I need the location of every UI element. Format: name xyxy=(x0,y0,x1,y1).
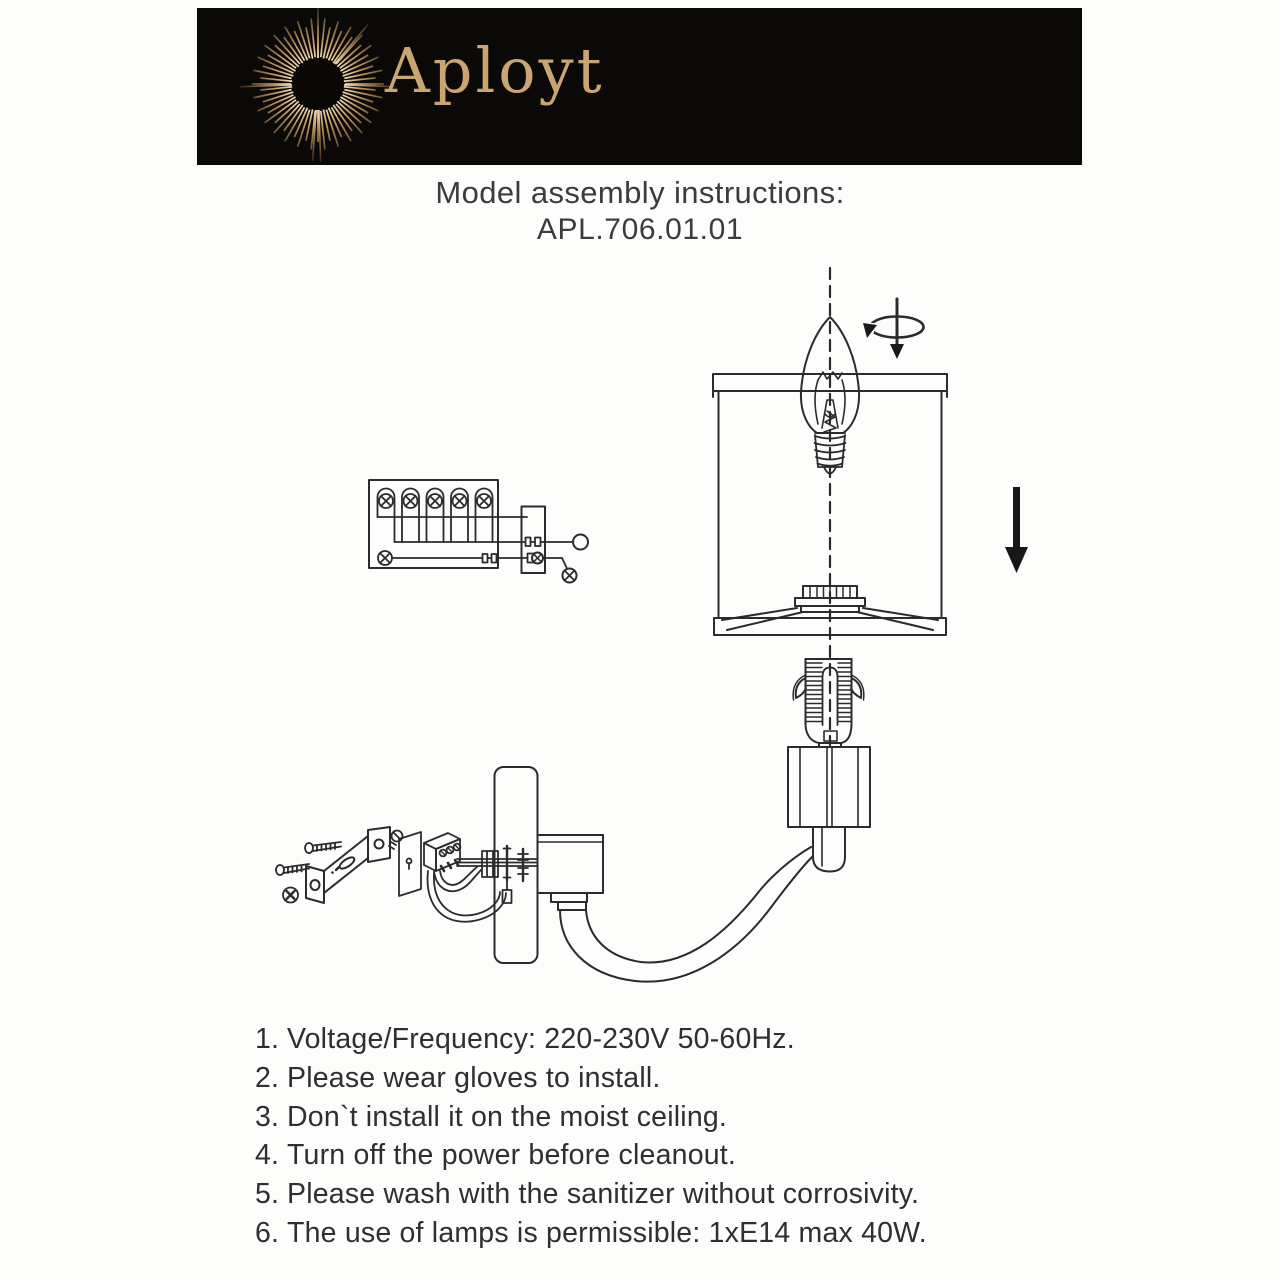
item-number: 4. xyxy=(255,1139,280,1172)
sconce-arm xyxy=(560,847,813,982)
list-item xyxy=(238,1175,1098,1214)
mounting-bracket xyxy=(306,827,390,903)
item-text: Please wash with the sanitizer without corrosivity. xyxy=(287,1178,920,1211)
list-item xyxy=(238,1214,1098,1253)
item-text: Voltage/Frequency: 220-230V 50-60Hz. xyxy=(287,1023,795,1055)
schematic-lamp-x-symbol xyxy=(563,569,577,583)
instructions-list xyxy=(238,1020,1098,1253)
model-code: APL.706.01.01 xyxy=(536,213,744,246)
socket-threads xyxy=(806,663,852,722)
item-number: 1. xyxy=(255,1023,280,1055)
rotate-direction-icon xyxy=(861,299,924,359)
bulb-e14-base xyxy=(815,433,846,474)
shade-bottom-hub xyxy=(722,586,938,630)
wire-terminal-block xyxy=(424,833,460,871)
item-text: The use of lamps is permissible: 1xE14 max 40W. xyxy=(287,1216,927,1249)
list-item xyxy=(238,1136,1098,1175)
brand-name: Aployt xyxy=(385,34,605,107)
list-item xyxy=(238,1059,1098,1098)
item-number: 3. xyxy=(255,1100,280,1133)
page-title: Model assembly instructions: xyxy=(435,175,845,210)
junction-box xyxy=(538,835,604,910)
item-number: 2. xyxy=(255,1061,280,1094)
item-number: 5. xyxy=(255,1178,280,1211)
wall-backplate xyxy=(495,767,538,963)
item-text: Please wear gloves to install. xyxy=(287,1061,661,1094)
bracket-screw-and-plate xyxy=(389,831,421,897)
list-item xyxy=(238,1020,1098,1059)
item-text: Don`t install it on the moist ceiling. xyxy=(287,1100,728,1133)
wiring-diagram xyxy=(369,480,588,583)
item-text: Turn off the power before cleanout. xyxy=(287,1139,737,1172)
schematic-lamp-symbol xyxy=(573,535,588,550)
lamp-socket xyxy=(793,659,864,747)
item-number: 6. xyxy=(255,1216,280,1249)
terminal-symbols xyxy=(378,489,493,566)
insert-down-arrow-icon xyxy=(1005,487,1028,573)
list-item xyxy=(238,1098,1098,1137)
